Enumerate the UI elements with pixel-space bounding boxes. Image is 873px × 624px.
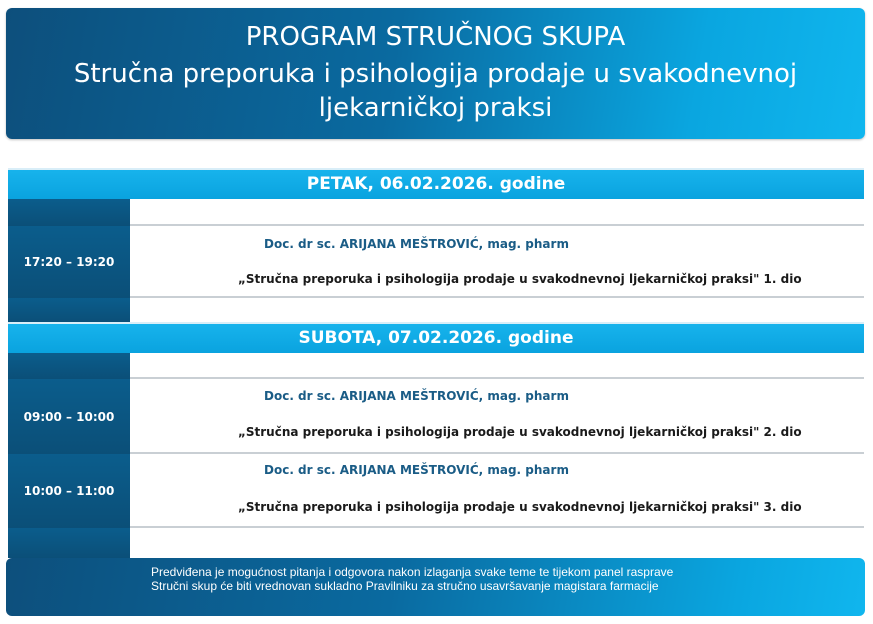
time-cell (8, 298, 130, 322)
session-row (8, 379, 864, 454)
program-subtitle-line2: ljekarničkoj praksi (318, 93, 553, 123)
time-cell: 09:00 – 10:00 (8, 379, 130, 454)
footer-note-accreditation: Stručni skup će biti vrednovan sukladno Pravilniku za stručno usavršavanje magistara farmacije (151, 579, 659, 593)
spacer-row (8, 199, 864, 226)
speaker-name: Doc. dr sc. ARIJANA MEŠTROVIĆ, mag. pharm (264, 389, 569, 403)
session-topic: „Stručna preporuka i psihologija prodaje u svakodnevnoj ljekarničkoj praksi" 1. dio (238, 272, 802, 286)
session-topic: „Stručna preporuka i psihologija prodaje u svakodnevnoj ljekarničkoj praksi" 3. dio (238, 500, 802, 514)
program-subtitle-line1: Stručna preporuka i psihologija prodaje u svakodnevnoj (73, 59, 798, 89)
session-topic: „Stručna preporuka i psihologija prodaje u svakodnevnoj ljekarničkoj praksi" 2. dio (238, 425, 802, 439)
time-cell (8, 199, 130, 226)
speaker-name: Doc. dr sc. ARIJANA MEŠTROVIĆ, mag. pharm (264, 237, 569, 251)
time-cell (8, 528, 130, 558)
speaker-name: Doc. dr sc. ARIJANA MEŠTROVIĆ, mag. pharm (264, 463, 569, 477)
program-header (6, 8, 865, 139)
spacer-row (8, 528, 864, 558)
spacer-row (8, 298, 864, 322)
day-header-friday: PETAK, 06.02.2026. godine (8, 168, 864, 199)
time-cell: 10:00 – 11:00 (8, 454, 130, 528)
footer-note-qa: Predviđena je mogućnost pitanja i odgovora nakon izlaganja svake teme te tijekom panel rasprave (151, 565, 674, 579)
spacer-row (8, 353, 864, 379)
footer-notes (6, 558, 865, 616)
time-cell (8, 353, 130, 379)
program-title: PROGRAM STRUČNOG SKUPA (245, 22, 626, 52)
session-row (8, 454, 864, 528)
day-header-saturday: SUBOTA, 07.02.2026. godine (8, 322, 864, 353)
time-cell: 17:20 – 19:20 (8, 226, 130, 298)
session-row (8, 226, 864, 298)
